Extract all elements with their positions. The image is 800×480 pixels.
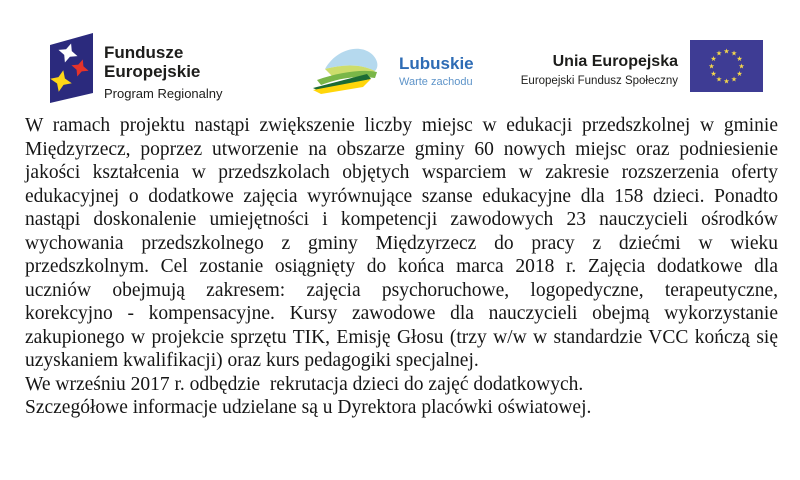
text-line: przedszkolnym. Cel zostanie osiągnięty do końca marca 2018 r. Zajęcia dodatkowe dla	[25, 256, 778, 277]
fe-logo-text	[104, 33, 223, 103]
svg-text:★: ★	[736, 55, 743, 63]
text-line: uczniów obejmują zakresem: zajęcia psychoruchowe, logopedyczne, terapeutyczne,	[25, 279, 778, 301]
text-line: jakości kształcenia w przedszkolach objętych wsparciem w zakresie rozszerzenia oferty	[25, 162, 778, 183]
eu-subtitle: Europejski Fundusz Społeczny	[520, 75, 678, 87]
fe-title-line2: Europejskie	[104, 62, 201, 81]
lubuskie-subtitle: Warte zachodu	[399, 76, 473, 88]
svg-text:★: ★	[738, 62, 745, 71]
fe-title-line1: Fundusze	[104, 43, 184, 62]
fe-flag-icon	[50, 33, 93, 103]
svg-text:★: ★	[736, 70, 743, 78]
eu-flag-icon	[690, 40, 763, 92]
svg-text:★: ★	[730, 75, 738, 84]
project-description	[25, 114, 778, 420]
eu-logo-text	[521, 53, 678, 88]
eu-title: Unia Europejska	[552, 53, 678, 70]
svg-text:★: ★	[715, 75, 723, 84]
svg-text:★: ★	[723, 47, 730, 56]
svg-text:★: ★	[730, 49, 738, 58]
text-line: uzyskaniem kwalifikacji) oraz kurs pedagogiki specjalnej.	[25, 350, 479, 371]
svg-text:★: ★	[710, 55, 717, 63]
fe-subtitle: Program Regionalny	[104, 86, 223, 101]
text-line: zakupionego w projekcie sprzętu TIK, Emisję Głosu (trzy w/w w standardzie VCC kończą się	[25, 326, 778, 348]
svg-text:★: ★	[708, 62, 715, 71]
text-line: We wrześniu 2017 r. odbędzie rekrutacja dzieci do zajęć dodatkowych.	[25, 373, 584, 395]
lubuskie-landscape-icon	[311, 42, 391, 94]
text-line: wychowania przedszkolnego z gminy Międzyrzecz do pracy z dziećmi w wieku	[25, 232, 778, 254]
svg-text:★: ★	[723, 77, 730, 86]
text-line: Szczegółowe informacje udzielane są u Dyrektora placówki oświatowej.	[25, 397, 592, 418]
text-line: nastąpi doskonalenie umiejętności i kompetencji zawodowych 23 nauczycieli ośrodków	[25, 209, 778, 230]
lubuskie-title: Lubuskie	[399, 54, 474, 73]
text-line: W ramach projektu nastąpi zwiększenie liczby miejsc w edukacji przedszkolnej w gminie	[25, 115, 778, 136]
svg-text:★: ★	[710, 70, 717, 78]
text-line: Międzyrzecz, poprzez utworzenie na obszarze gminy 60 nowych miejsc oraz podniesienie	[25, 138, 778, 160]
text-line: edukacyjnej o dodatkowe zajęcia wyrównujące szanse edukacyjne dla 158 dzieci. Ponadto	[25, 185, 778, 207]
fe-flag-shape	[50, 33, 93, 103]
svg-text:★: ★	[715, 49, 723, 58]
lubuskie-logo	[311, 42, 474, 94]
fundusze-europejskie-logo	[50, 33, 223, 103]
lubuskie-logo-text	[399, 42, 474, 94]
text-line: korekcyjno - kompensacyjne. Kursy zawodowe dla nauczycieli obejmą wykorzystanie	[25, 303, 778, 324]
